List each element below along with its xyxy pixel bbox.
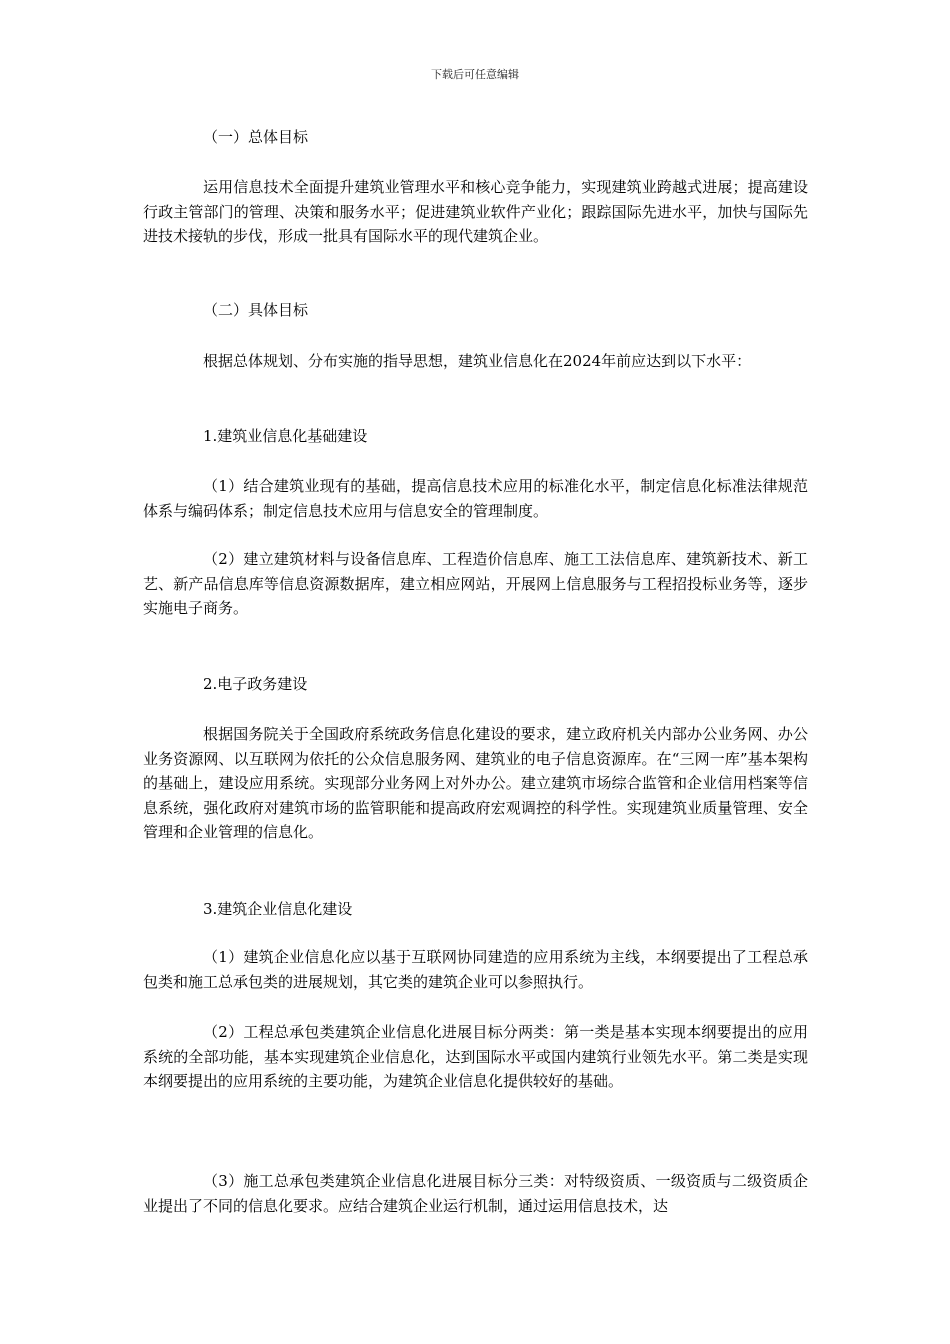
paragraph-3-2: （2）工程总承包类建筑企业信息化进展目标分两类：第一类是基本实现本纲要提出的应用系统的全部功能，基本实现建筑企业信息化，达到国际水平或国内建筑行业领先水平。第二类是实现本纲要提出的应用系统的主要功能，为建筑企业信息化提供较好的基础。	[143, 1023, 808, 1090]
paragraph-specific-goals: 根据总体规划、分布实施的指导思想，建筑业信息化在2024年前应达到以下水平：	[203, 352, 752, 370]
heading-specific-goals: （二）具体目标	[203, 301, 309, 319]
paragraph-2: 根据国务院关于全国政府系统政务信息化建设的要求，建立政府机关内部办公业务网、办公业务资源网、以互联网为依托的公众信息服务网、建筑业的电子信息资源库。在“三网一库”基本架构的基础上，建设应用系统。实现部分业务网上对外办公。建立建筑市场综合监管和企业信用档案等信息系统，强化政府对建筑市场的监管职能和提高政府宏观调控的科学性。实现建筑业质量管理、安全管理和企业管理的信息化。	[143, 725, 808, 841]
paragraph-1-1: （1）结合建筑业现有的基础，提高信息技术应用的标准化水平，制定信息化标准法律规范体系与编码体系；制定信息技术应用与信息安全的管理制度。	[143, 477, 808, 520]
paragraph-overall-goal: 运用信息技术全面提升建筑业管理水平和核心竞争能力，实现建筑业跨越式进展；提高建设行政主管部门的管理、决策和服务水平；促进建筑业软件产业化；跟踪国际先进水平，加快与国际先进技术接轨的步伐，形成一批具有国际水平的现代建筑企业。	[143, 178, 808, 245]
paragraph-3-3: （3）施工总承包类建筑企业信息化进展目标分三类：对特级资质、一级资质与二级资质企业提出了不同的信息化要求。应结合建筑企业运行机制，通过运用信息技术，达	[143, 1172, 808, 1215]
heading-section-2: 2.电子政务建设	[203, 675, 308, 693]
paragraph-3-1: （1）建筑企业信息化应以基于互联网协同建造的应用系统为主线，本纲要提出了工程总承包类和施工总承包类的进展规划，其它类的建筑企业可以参照执行。	[143, 948, 808, 991]
paragraph-1-2: （2）建立建筑材料与设备信息库、工程造价信息库、施工工法信息库、建筑新技术、新工艺、新产品信息库等信息资源数据库，建立相应网站，开展网上信息服务与工程招投标业务等，逐步实施电子商务。	[143, 550, 808, 617]
heading-section-1: 1.建筑业信息化基础建设	[203, 427, 368, 445]
heading-section-3: 3.建筑企业信息化建设	[203, 900, 353, 918]
heading-overall-goal: （一）总体目标	[203, 128, 309, 146]
page-header: 下载后可任意编辑	[431, 68, 519, 81]
